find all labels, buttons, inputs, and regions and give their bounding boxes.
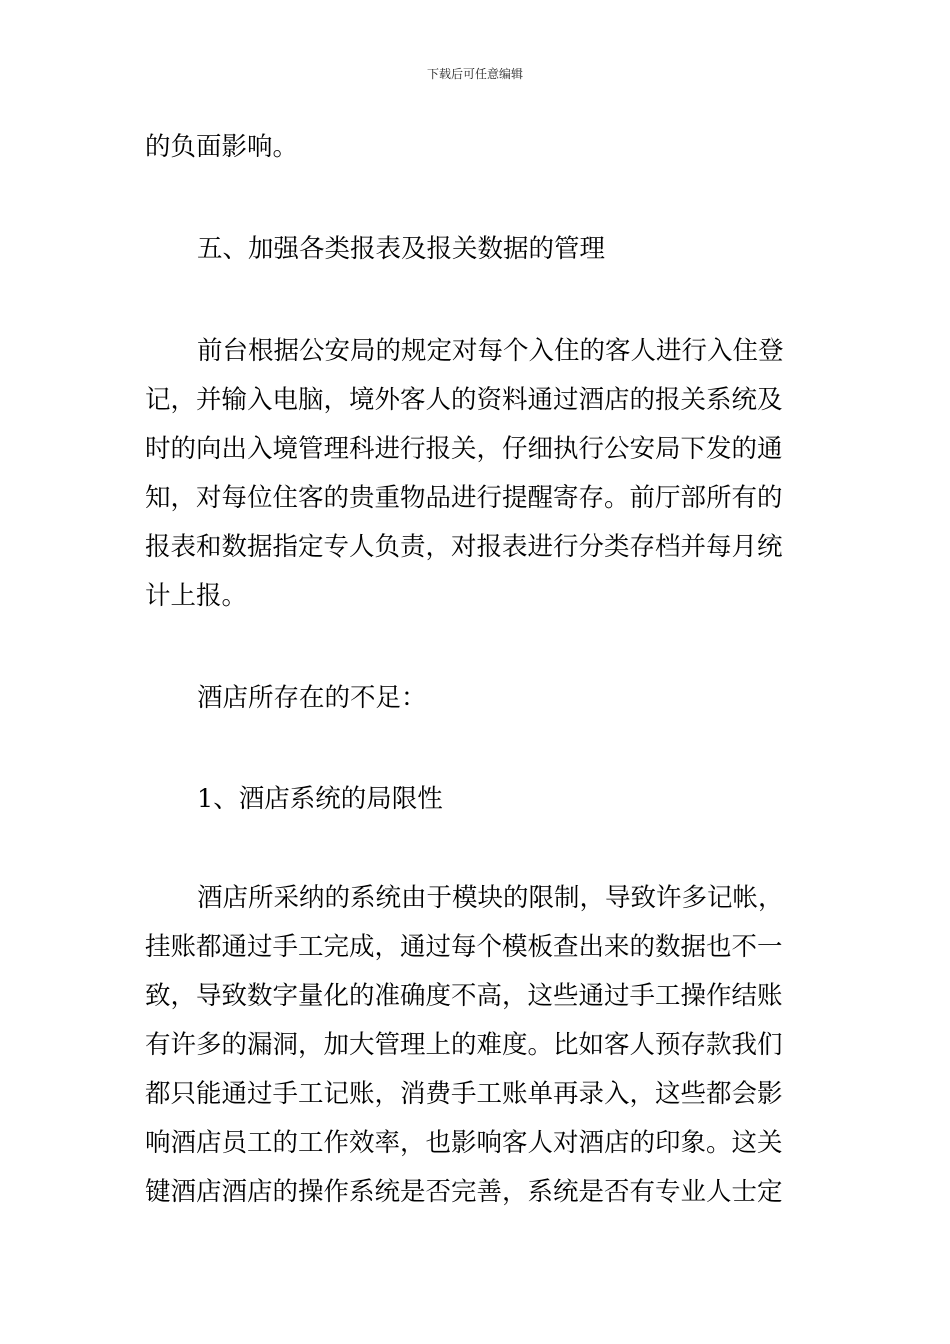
paragraph-line: 时的向出入境管理科进行报关，仔细执行公安局下发的通 xyxy=(145,434,783,464)
paragraph-line: 知，对每位住客的贵重物品进行提醒寄存。前厅部所有的 xyxy=(145,483,783,513)
paragraph-line: 键酒店酒店的操作系统是否完善，系统是否有专业人士定 xyxy=(145,1177,783,1207)
section-heading: 酒店所存在的不足： xyxy=(197,683,427,713)
paragraph-line: 有许多的漏洞，加大管理上的难度。比如客人预存款我们 xyxy=(145,1030,783,1060)
paragraph-line: 致，导致数字量化的准确度不高，这些通过手工操作结账 xyxy=(145,981,783,1011)
paragraph-line: 酒店所采纳的系统由于模块的限制，导致许多记帐， xyxy=(197,883,784,913)
paragraph-line: 记，并输入电脑，境外客人的资料通过酒店的报关系统及 xyxy=(145,385,783,415)
paragraph-line: 响酒店员工的工作效率，也影响客人对酒店的印象。这关 xyxy=(145,1128,783,1158)
paragraph-line: 都只能通过手工记账，消费手工账单再录入，这些都会影 xyxy=(145,1079,783,1109)
paragraph-line: 报表和数据指定专人负责，对报表进行分类存档并每月统 xyxy=(145,532,783,562)
section-heading: 1、酒店系统的局限性 xyxy=(197,784,443,814)
paragraph-line: 前台根据公安局的规定对每个入住的客人进行入住登 xyxy=(197,336,784,366)
section-heading: 五、加强各类报表及报关数据的管理 xyxy=(197,234,606,264)
paragraph-line: 计上报。 xyxy=(145,581,248,611)
paragraph-line: 的负面影响。 xyxy=(145,132,299,162)
paragraph-line: 挂账都通过手工完成，通过每个模板查出来的数据也不一 xyxy=(145,932,783,962)
page-header: 下载后可任意编辑 xyxy=(426,67,523,81)
